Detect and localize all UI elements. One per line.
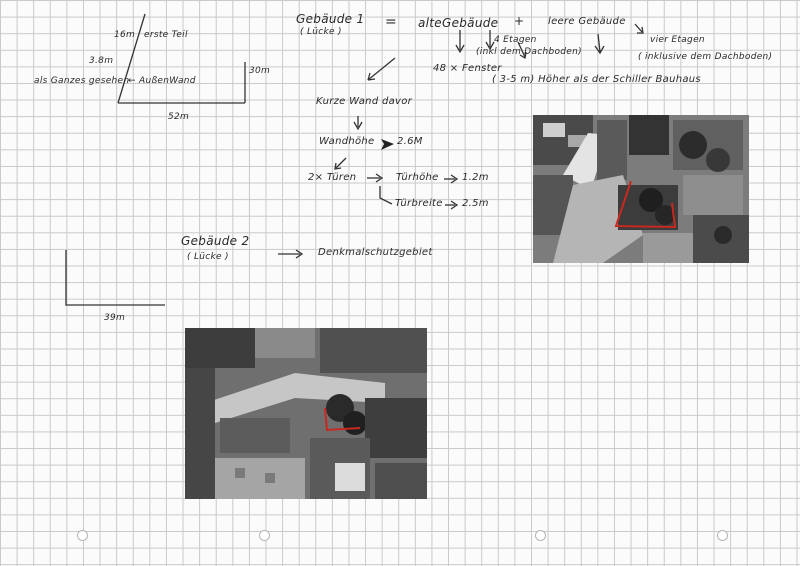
label-30m: 30m bbox=[249, 66, 271, 76]
label-38m: 3.8m bbox=[89, 56, 114, 66]
windows-label: 48 × Fenster bbox=[433, 63, 502, 74]
floors4-label: 4 Etagen bbox=[494, 35, 537, 45]
short-wall-label: Kurze Wand davor bbox=[316, 96, 413, 107]
punch-hole-icon bbox=[717, 530, 728, 541]
floors4-note: (inkl dem Dachboden) bbox=[476, 47, 582, 57]
plus-sign: + bbox=[514, 14, 525, 28]
empty-building-label: leere Gebäude bbox=[548, 16, 626, 27]
door-width-value: 2.5m bbox=[462, 198, 489, 209]
building1-subtitle: ( Lücke ) bbox=[300, 27, 342, 37]
wall-height-label: Wandhöhe bbox=[319, 136, 375, 147]
label-outer-wall: ← AußenWand bbox=[128, 76, 196, 86]
four-floors-label: vier Etagen bbox=[650, 35, 705, 45]
label-first-part: erste Teil bbox=[144, 30, 188, 40]
bold-arrow-icon bbox=[381, 139, 394, 150]
aerial-photo-building2 bbox=[185, 328, 427, 499]
door-height-value: 1.2m bbox=[462, 172, 489, 183]
protected-area-label: Denkmalschutzgebiet bbox=[318, 247, 433, 258]
label-39m: 39m bbox=[104, 313, 126, 323]
aerial-photo-building1 bbox=[533, 115, 749, 263]
punch-hole-icon bbox=[535, 530, 546, 541]
door-height-label: Türhöhe bbox=[396, 172, 439, 183]
wall-height-value: 2.6M bbox=[397, 136, 423, 147]
old-building-label: alteGebäude bbox=[418, 16, 499, 30]
aerial-photo-1-image bbox=[533, 115, 749, 263]
punch-hole-icon bbox=[77, 530, 88, 541]
building2-title: Gebäude 2 bbox=[181, 234, 250, 248]
label-52m: 52m bbox=[168, 112, 190, 122]
door-width-label: Türbreite bbox=[395, 198, 443, 209]
slanted-line bbox=[118, 14, 145, 103]
building1-title: Gebäude 1 bbox=[296, 12, 365, 26]
punch-hole-icon bbox=[259, 530, 270, 541]
doors-label: 2× Türen bbox=[308, 172, 357, 183]
equals-sign: = bbox=[385, 14, 398, 30]
corner-lines bbox=[66, 250, 165, 305]
building2-subtitle: ( Lücke ) bbox=[187, 252, 229, 262]
label-16m: 16m bbox=[114, 30, 136, 40]
label-whole: als Ganzes gesehen bbox=[34, 76, 130, 86]
height-note: ( 3-5 m) Höher als der Schiller Bauhaus bbox=[492, 74, 701, 85]
four-floors-note: ( inklusive dem Dachboden) bbox=[638, 52, 773, 62]
aerial-photo-2-image bbox=[185, 328, 427, 499]
